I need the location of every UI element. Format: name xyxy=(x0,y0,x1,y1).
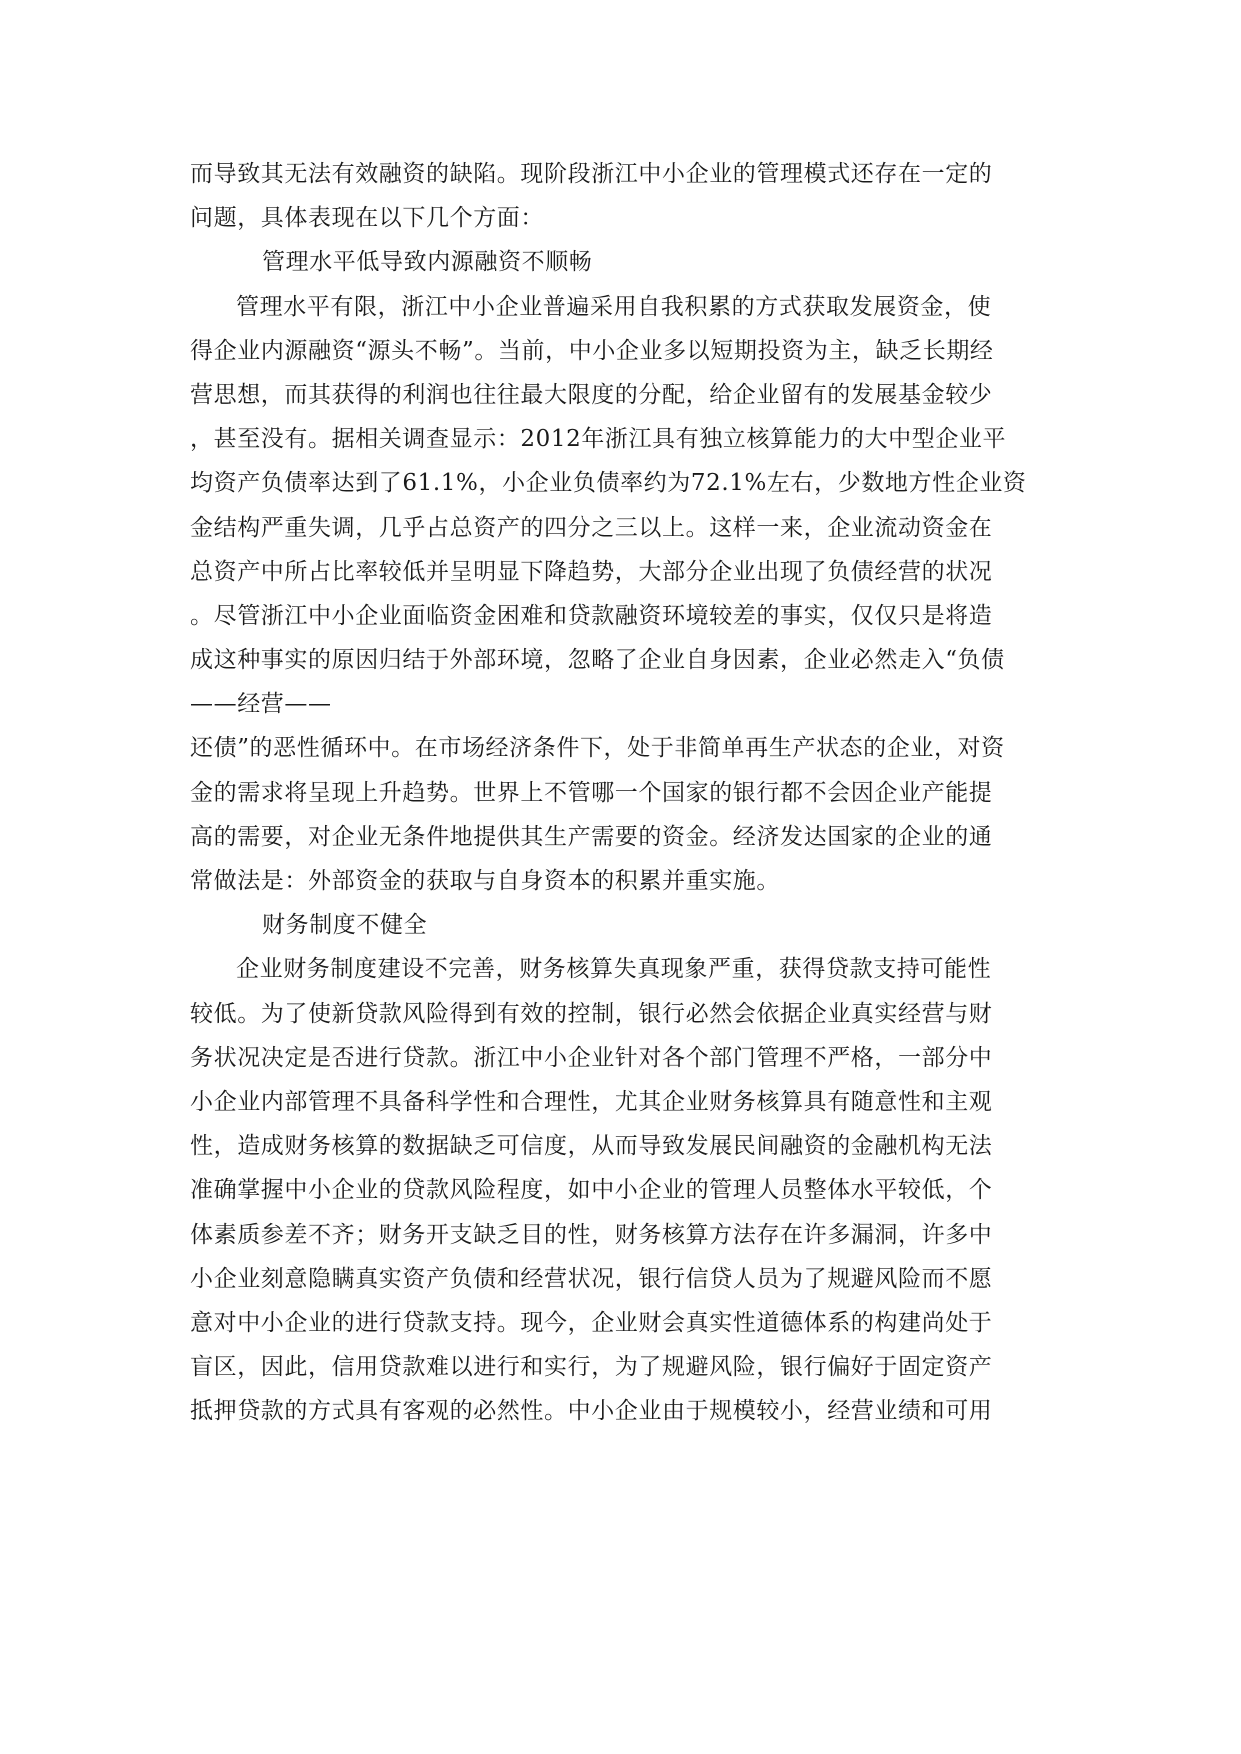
text-line: 管理水平有限，浙江中小企业普遍采用自我积累的方式获取发展资金，使 xyxy=(236,293,992,320)
text-line: 而导致其无法有效融资的缺陷。现阶段浙江中小企业的管理模式还存在一定的 xyxy=(190,161,993,187)
section-heading: 财务制度不健全 xyxy=(262,912,428,939)
text-line: 盲区，因此，信用贷款难以进行和实行，为了规避风险，银行偏好于固定资产 xyxy=(190,1354,993,1381)
text-line: 问题，具体表现在以下几个方面： xyxy=(190,205,544,232)
text-line: 准确掌握中小企业的贷款风险程度，如中小企业的管理人员整体水平较低，个 xyxy=(190,1177,993,1204)
text-line: 小企业刻意隐瞒真实资产负债和经营状况，银行信贷人员为了规避风险而不愿 xyxy=(190,1265,993,1292)
text-line: 高的需要，对企业无条件地提供其生产需要的资金。经济发达国家的企业的通 xyxy=(190,823,993,850)
body-text xyxy=(190,152,1050,1433)
text-line: 金结构严重失调，几乎占总资产的四分之三以上。这样一来，企业流动资金在 xyxy=(190,514,993,541)
text-line: 营思想，而其获得的利润也往往最大限度的分配，给企业留有的发展基金较少 xyxy=(190,381,993,408)
text-line: 性，造成财务核算的数据缺乏可信度，从而导致发展民间融资的金融机构无法 xyxy=(190,1133,993,1160)
text-line: ，甚至没有。据相关调查显示：2012年浙江具有独立核算能力的大中型企业平 xyxy=(190,426,1007,453)
text-line: 意对中小企业的进行贷款支持。现今，企业财会真实性道德体系的构建尚处于 xyxy=(190,1309,993,1336)
text-line: 成这种事实的原因归结于外部环境，忽略了企业自身因素，企业必然走入“负债 xyxy=(190,647,1005,674)
text-line: 金的需求将呈现上升趋势。世界上不管哪一个国家的银行都不会因企业产能提 xyxy=(190,779,993,806)
text-line: 还债”的恶性循环中。在市场经济条件下，处于非简单再生产状态的企业，对资 xyxy=(190,735,1005,762)
text-line: ——经营—— xyxy=(190,691,332,718)
text-line: 体素质参差不齐；财务开支缺乏目的性，财务核算方法存在许多漏洞，许多中 xyxy=(190,1221,993,1248)
text-line: 较低。为了使新贷款风险得到有效的控制，银行必然会依据企业真实经营与财 xyxy=(190,1000,993,1027)
section-heading: 管理水平低导致内源融资不顺畅 xyxy=(262,249,593,276)
text-line: 常做法是：外部资金的获取与自身资本的积累并重实施。 xyxy=(190,868,780,894)
text-line: 企业财务制度建设不完善，财务核算失真现象严重，获得贷款支持可能性 xyxy=(236,956,992,983)
text-line: 均资产负债率达到了61.1%，小企业负债率约为72.1%左右，少数地方性企业资 xyxy=(190,470,1027,497)
text-line: 务状况决定是否进行贷款。浙江中小企业针对各个部门管理不严格，一部分中 xyxy=(190,1044,993,1071)
text-line: 小企业内部管理不具备科学性和合理性，尤其企业财务核算具有随意性和主观 xyxy=(190,1088,993,1115)
text-line: 。尽管浙江中小企业面临资金困难和贷款融资环境较差的事实，仅仅只是将造 xyxy=(190,602,993,629)
text-line: 得企业内源融资“源头不畅”。当前，中小企业多以短期投资为主，缺乏长期经 xyxy=(190,337,994,364)
text-line: 总资产中所占比率较低并呈明显下降趋势，大部分企业出现了负债经营的状况 xyxy=(190,558,993,585)
text-line: 抵押贷款的方式具有客观的必然性。中小企业由于规模较小，经营业绩和可用 xyxy=(190,1398,993,1425)
